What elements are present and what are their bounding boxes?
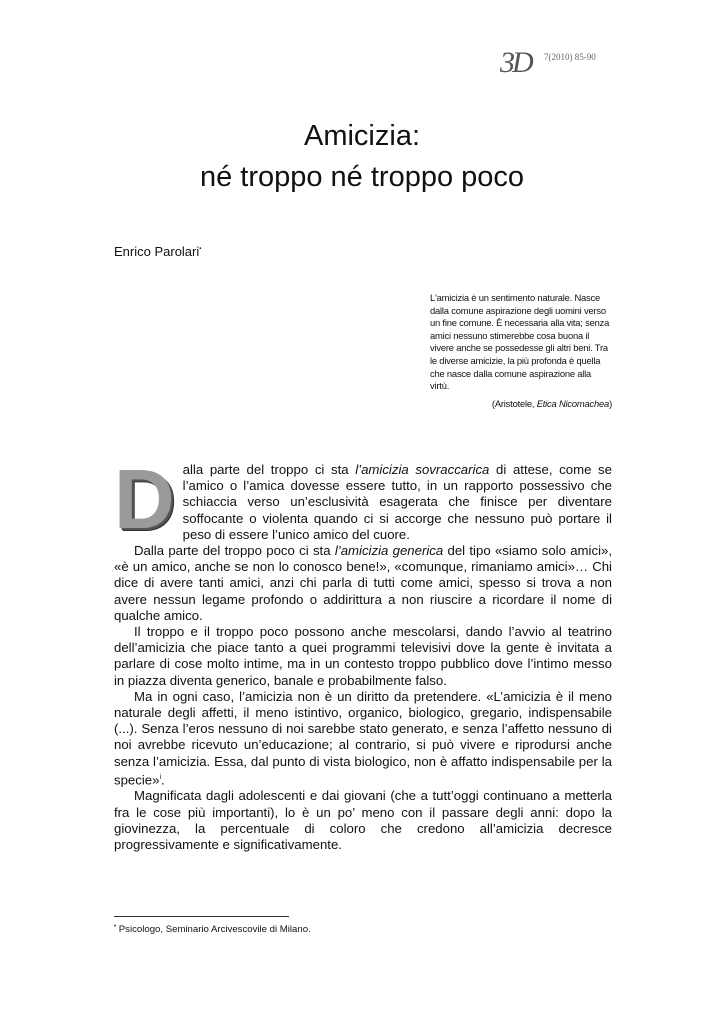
p1-text-b: di attese, come se l’amico o l’amica dovesse essere tutto, in un rapporto possessivo che schiaccia verso un’esclusività esagerata che finisce per diventare soffocante o violenta quando ci si accorge che nessuno può portare il peso di essere l’unico amico del cuore.	[182, 462, 612, 542]
footnote-text: Psicologo, Seminario Arcivescovile di Milano.	[116, 924, 311, 936]
article-title	[0, 116, 724, 198]
p4-end: .	[161, 772, 165, 788]
paragraph-3: Il troppo e il troppo poco possono anche mescolarsi, dando l’avvio al teatrino dell’amicizia che piace tanto a quei programmi televisivi dove la gente è invitata a parlare di cose molto intime, ma in un contesto troppo pubblico dove l’intimo messo in piazza diventa generico, banale e probabilmente falso.	[114, 624, 612, 688]
p1-text-a: alla parte del troppo ci sta	[182, 462, 356, 477]
attribution-open: (Aristotele,	[491, 397, 537, 409]
author-line	[114, 244, 201, 259]
epigraph	[430, 292, 612, 410]
paragraph-1	[114, 452, 612, 546]
title-line-2: né troppo né troppo poco	[199, 161, 525, 193]
paragraph-2	[114, 543, 612, 624]
title-line-1: Amicizia:	[303, 120, 420, 152]
footnote-divider	[114, 916, 289, 917]
drop-cap: D	[114, 452, 175, 546]
p1-emphasis: l’amicizia sovraccarica	[355, 462, 490, 477]
epigraph-text: L'amicizia è un sentimento naturale. Nasce dalla comune aspirazione degli uomini verso un fine comune. È necessaria alla vita; senza amici nessuno stimerebbe cosa buona il vivere anche se possedesse gli altri beni. Tra le diverse amicizie, la più profonda è quella che nasce dalla comune aspirazione alla virtù.	[430, 292, 610, 392]
p4-text: Ma in ogni caso, l’amicizia non è un diritto da pretendere. «L’amicizia è il meno naturale degli affetti, il meno istintivo, organico, biologico, gregario, indispensabile (...). Senza l’eros nessuno di noi sarebbe stato generato, e senza l’affetto nessuno di noi avrebbe ricevuto un’educazione; al contrario, si può vivere e riprodursi anche senza l’amicizia. Essa, dal punto di vista biologico, non è affatto indispensabile per la specie»	[114, 688, 612, 788]
attribution-close: )	[609, 397, 612, 409]
journal-header	[500, 44, 700, 84]
paragraph-4	[114, 689, 612, 789]
endnote-marker[interactable]: i	[159, 773, 162, 781]
epigraph-attribution	[430, 398, 612, 411]
paragraph-5: Magnificata dagli adolescenti e dai giovani (che a tutt’oggi continuano a metterla fra le cose più importanti), lo è un po’ meno con il passare degli anni: dopo la giovinezza, la percentuale di coloro che credono all’amicizia decresce progressivamente e significativamente.	[114, 788, 612, 853]
p2-emphasis: l’amicizia generica	[334, 543, 444, 559]
p2-text-a: Dalla parte del troppo poco ci sta	[134, 543, 335, 559]
footnote	[114, 924, 311, 935]
attribution-work: Etica Nicomachea	[536, 397, 610, 409]
p2-text-b: del tipo «siamo solo amici», «è un amico, anche se non lo conosco bene!», «comunque, rimaniamo amici»… Chi dice di avere tanti amici, anzi chi parla di tutti come amici, spesso si trova a non avere nessun legame profondo o addirittura a non riuscire a ricordare il nome di qualche amico.	[114, 543, 612, 623]
author-name: Enrico Parolari	[114, 244, 200, 259]
journal-logo: 3D	[500, 46, 531, 79]
journal-citation: 7(2010) 85-90	[544, 52, 596, 62]
article-body	[114, 452, 612, 853]
author-footnote-mark: •	[199, 246, 202, 253]
footnote-mark: •	[114, 924, 117, 930]
